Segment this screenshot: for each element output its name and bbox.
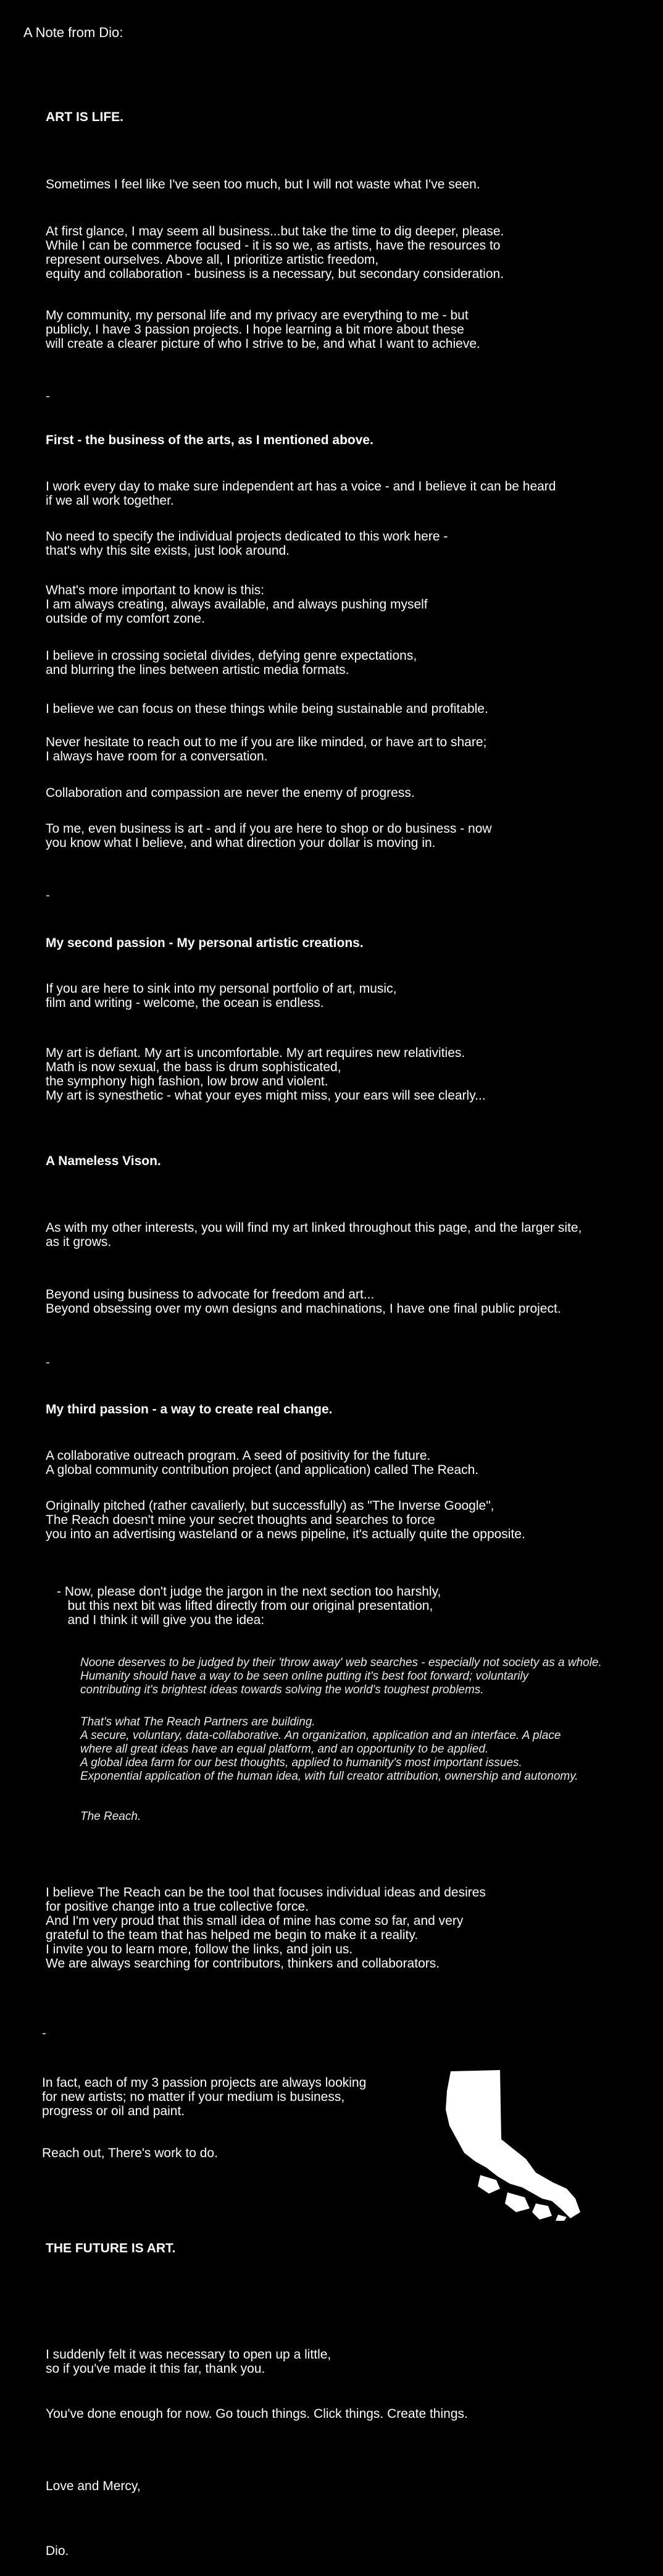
closing-heading: THE FUTURE IS ART.: [46, 2241, 176, 2255]
divider: -: [46, 1355, 50, 1370]
business-paragraph-2: No need to specify the individual projects dedicated to this work here - that's why this site exists, just look around.: [46, 529, 448, 558]
signoff: Love and Mercy,: [46, 2479, 141, 2493]
business-paragraph-4: I believe in crossing societal divides, defying genre expectations, and blurring the lines between artistic media formats.: [46, 649, 417, 677]
divider: -: [42, 2026, 46, 2040]
intro-paragraph-2: My community, my personal life and my privacy are everything to me - but publicly, I have 3 passion projects. I hope learning a bit more about these will create a clearer picture of who I strive to be, and what I want to achieve.: [46, 308, 480, 351]
business-paragraph-5: I believe we can focus on these things while being sustainable and profitable.: [46, 702, 488, 716]
reach-heading: My third passion - a way to create real change.: [46, 1402, 333, 1416]
reach-quote-3: The Reach.: [80, 1810, 141, 1823]
intro-line: Sometimes I feel like I've seen too much, but I will not waste what I've seen.: [46, 177, 480, 192]
closing-paragraph-1: In fact, each of my 3 passion projects are always looking for new artists; no matter if your medium is business, progress or oil and paint.: [42, 2076, 367, 2118]
business-heading: First - the business of the arts, as I mentioned above.: [46, 433, 373, 447]
signature: Dio.: [46, 2544, 69, 2558]
page-header: A Note from Dio:: [23, 25, 123, 40]
reach-quote-2: That's what The Reach Partners are building. A secure, voluntary, data-collaborative. An organization, application and an interface. A place where all great ideas have an equal platform, and an opportunity to be applied. A global idea farm for our best thoughts, applied to humanity's most important issues. Exponential application of the human idea, with full creator attribution, ownership and autonomy.: [80, 1715, 578, 1783]
art-paragraph-2: My art is defiant. My art is uncomfortable. My art requires new relativities. Math is now sexual, the bass is drum sophisticated, the symphony high fashion, low brow and violent. My art is synesthetic - what your eyes might miss, your ears will see clearly...: [46, 1046, 486, 1103]
intro-heading: ART IS LIFE.: [46, 110, 123, 124]
business-paragraph-3: What's more important to know is this: I am always creating, always available, and always pushing myself outside of my comfort zone.: [46, 583, 428, 626]
divider: -: [46, 389, 50, 403]
intro-paragraph-1: At first glance, I may seem all business...but take the time to dig deeper, please. While I can be commerce focused - it is so we, as artists, have the resources to represent ourselves. Above all, I prioritize artistic freedom, equity and collaboration - business is a necessary, but secondary consideration.: [46, 224, 504, 281]
reach-paragraph-3: I believe The Reach can be the tool that focuses individual ideas and desires for positive change into a true collective force. And I'm very proud that this small idea of mine has come so far, and very grateful to the team that has helped me begin to make it a reality. I invite you to learn more, follow the links, and join us. We are always searching for contributors, thinkers and collaborators.: [46, 1885, 486, 1971]
closing-paragraph-3: I suddenly felt it was necessary to open up a little, so if you've made it this far, thank you.: [46, 2347, 332, 2376]
art-subheading: A Nameless Vison.: [46, 1154, 161, 1168]
closing-paragraph-4: You've done enough for now. Go touch things. Click things. Create things.: [46, 2407, 468, 2421]
art-heading: My second passion - My personal artistic creations.: [46, 936, 364, 950]
reach-quote-1: Noone deserves to be judged by their 'throw away' web searches - especially not society as a whole. Humanity should have a way to be seen online putting it's best foot forward; voluntarily contributing it's brightest ideas towards solving the world's toughest problems.: [80, 1656, 602, 1696]
divider: -: [46, 888, 50, 903]
business-paragraph-7: Collaboration and compassion are never the enemy of progress.: [46, 786, 415, 800]
business-paragraph-8: To me, even business is art - and if you are here to shop or do business - now you know what I believe, and what direction your dollar is moving in.: [46, 822, 492, 850]
california-map-icon: [443, 2066, 580, 2221]
art-paragraph-4: Beyond using business to advocate for freedom and art... Beyond obsessing over my own designs and machinations, I have one final public project.: [46, 1287, 561, 1316]
closing-paragraph-2: Reach out, There's work to do.: [42, 2146, 218, 2160]
business-paragraph-1: I work every day to make sure independent art has a voice - and I believe it can be heard if we all work together.: [46, 479, 556, 508]
reach-paragraph-1: A collaborative outreach program. A seed of positivity for the future. A global community contribution project (and application) called The Reach.: [46, 1449, 479, 1477]
art-paragraph-1: If you are here to sink into my personal portfolio of art, music, film and writing - welcome, the ocean is endless.: [46, 982, 397, 1010]
art-paragraph-3: As with my other interests, you will find my art linked throughout this page, and the larger site, as it grows.: [46, 1221, 582, 1249]
reach-paragraph-2: Originally pitched (rather cavalierly, but successfully) as "The Inverse Google", The Reach doesn't mine your secret thoughts and searches to force you into an advertising wasteland or a news pipeline, it's actually quite the opposite.: [46, 1499, 525, 1541]
business-paragraph-6: Never hesitate to reach out to me if you are like minded, or have art to share; I always have room for a conversation.: [46, 735, 487, 764]
reach-note: - Now, please don't judge the jargon in the next section too harshly, but this next bit was lifted directly from our original presentation, and I think it will give you the idea:: [57, 1585, 441, 1627]
